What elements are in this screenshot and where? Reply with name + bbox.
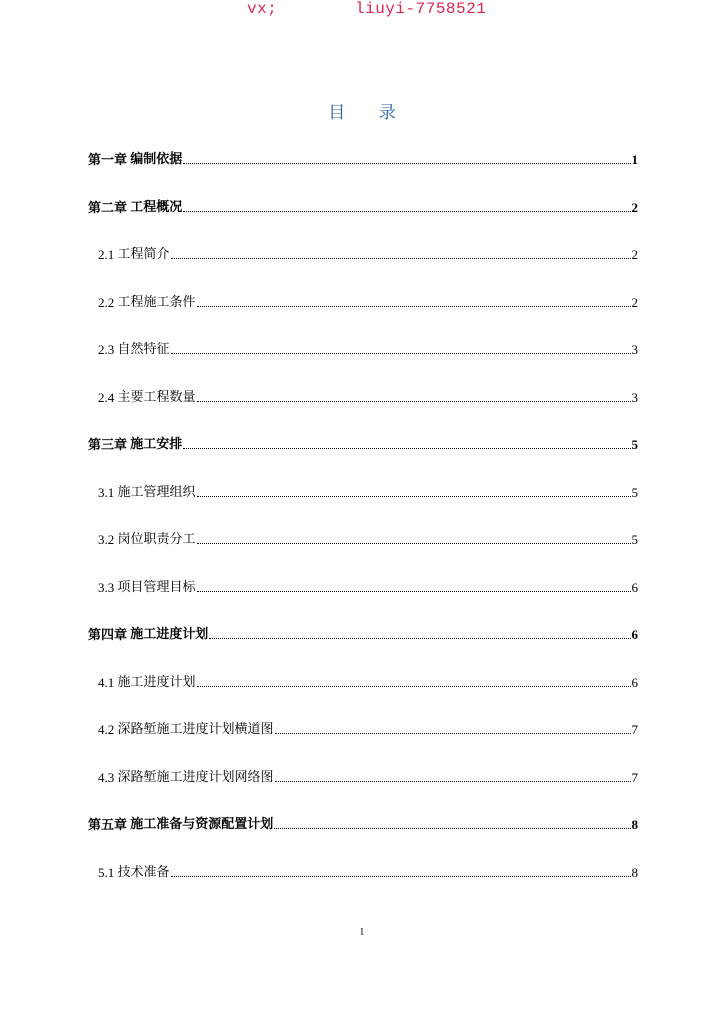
page-number: I [360, 926, 364, 938]
toc-entry-chapter-4[interactable] [88, 623, 638, 643]
toc-entry-section-2-1[interactable] [98, 243, 638, 263]
toc-entry-title: 施工管理组织 [117, 485, 196, 500]
toc-entry-number: 第二章 [88, 200, 131, 215]
toc-entry-title: 自然特征 [117, 342, 170, 357]
toc-entry-chapter-2[interactable] [88, 196, 638, 216]
toc-leader-dots [197, 590, 631, 592]
toc-entry-section-3-3[interactable] [98, 576, 638, 596]
toc-entry-number: 2.4 [98, 390, 118, 405]
toc-leader-dots [197, 400, 631, 402]
toc-entry-section-4-2[interactable] [98, 718, 638, 738]
toc-leader-dots [171, 352, 631, 354]
toc-entry-chapter-1[interactable] [88, 148, 638, 168]
toc-entry-section-2-4[interactable] [98, 386, 638, 406]
toc-leader-dots [171, 875, 631, 877]
toc-entry-section-3-1[interactable] [98, 481, 638, 501]
toc-entry-number: 2.2 [98, 295, 118, 310]
toc-entry-section-3-2[interactable] [98, 528, 638, 548]
toc-entry-number: 4.3 [98, 770, 118, 785]
toc-entry-title: 岗位职责分工 [117, 532, 196, 547]
toc-entry-section-2-2[interactable] [98, 291, 638, 311]
toc-entry-title: 施工安排 [130, 437, 183, 452]
toc-entry-page: 6 [631, 675, 638, 690]
toc-leader-dots [197, 305, 631, 307]
toc-leader-dots [197, 685, 631, 687]
toc-entry-number: 2.1 [98, 247, 118, 262]
toc-entry-page: 5 [631, 437, 638, 452]
toc-entry-title: 工程施工条件 [117, 295, 196, 310]
toc-entry-page: 8 [631, 865, 638, 880]
toc-entry-chapter-3[interactable] [88, 433, 638, 453]
toc-entry-title: 项目管理目标 [117, 580, 196, 595]
toc-entry-title: 施工进度计划 [117, 675, 196, 690]
toc-entry-number: 第四章 [88, 627, 131, 642]
toc-entry-title: 编制依据 [130, 152, 183, 167]
toc-entry-title: 深路堑施工进度计划横道图 [117, 722, 274, 737]
watermark-left-text: vx; [247, 0, 278, 18]
toc-entry-page: 8 [631, 817, 638, 832]
toc-entry-number: 5.1 [98, 865, 118, 880]
toc-leader-dots [209, 637, 630, 639]
toc-entry-section-5-1[interactable] [98, 861, 638, 881]
toc-entry-title: 深路堑施工进度计划网络图 [117, 770, 274, 785]
toc-leader-dots [197, 542, 631, 544]
toc-entry-section-4-3[interactable] [98, 766, 638, 786]
toc-entry-number: 第一章 [88, 152, 131, 167]
toc-leader-dots [183, 447, 630, 449]
toc-entry-chapter-5[interactable] [88, 813, 638, 833]
toc-entry-title: 施工准备与资源配置计划 [130, 817, 274, 832]
toc-entry-title: 工程概况 [130, 200, 183, 215]
toc-entry-page: 3 [631, 342, 638, 357]
toc-leader-dots [171, 257, 631, 259]
watermark-right-text: liuyi-7758521 [355, 0, 487, 18]
toc-leader-dots [275, 780, 631, 782]
toc-entry-title: 施工进度计划 [130, 627, 209, 642]
toc-title: 目 录 [328, 103, 410, 123]
toc-leader-dots [183, 210, 630, 212]
toc-entry-title: 技术准备 [117, 865, 170, 880]
toc-entry-number: 3.3 [98, 580, 118, 595]
toc-entry-title: 工程简介 [117, 247, 170, 262]
toc-entry-title: 主要工程数量 [117, 390, 196, 405]
toc-entry-page: 7 [631, 722, 638, 737]
toc-entry-page: 2 [631, 295, 638, 310]
toc-entry-section-2-3[interactable] [98, 338, 638, 358]
toc-entry-number: 4.2 [98, 722, 118, 737]
toc-entry-number: 第五章 [88, 817, 131, 832]
toc-entry-page: 5 [631, 485, 638, 500]
toc-leader-dots [275, 732, 631, 734]
toc-entry-page: 7 [631, 770, 638, 785]
toc-entry-number: 3.1 [98, 485, 118, 500]
toc-entry-page: 6 [631, 627, 638, 642]
toc-entry-number: 第三章 [88, 437, 131, 452]
toc-entry-page: 2 [631, 247, 638, 262]
toc-entry-page: 5 [631, 532, 638, 547]
toc-entry-number: 2.3 [98, 342, 118, 357]
toc-entry-number: 3.2 [98, 532, 118, 547]
toc-leader-dots [183, 162, 630, 164]
toc-entry-page: 6 [631, 580, 638, 595]
toc-leader-dots [274, 827, 630, 829]
toc-entry-number: 4.1 [98, 675, 118, 690]
toc-leader-dots [197, 495, 631, 497]
toc-entry-page: 1 [631, 152, 638, 167]
toc-entry-page: 3 [631, 390, 638, 405]
toc-entry-section-4-1[interactable] [98, 671, 638, 691]
toc-entry-page: 2 [631, 200, 638, 215]
